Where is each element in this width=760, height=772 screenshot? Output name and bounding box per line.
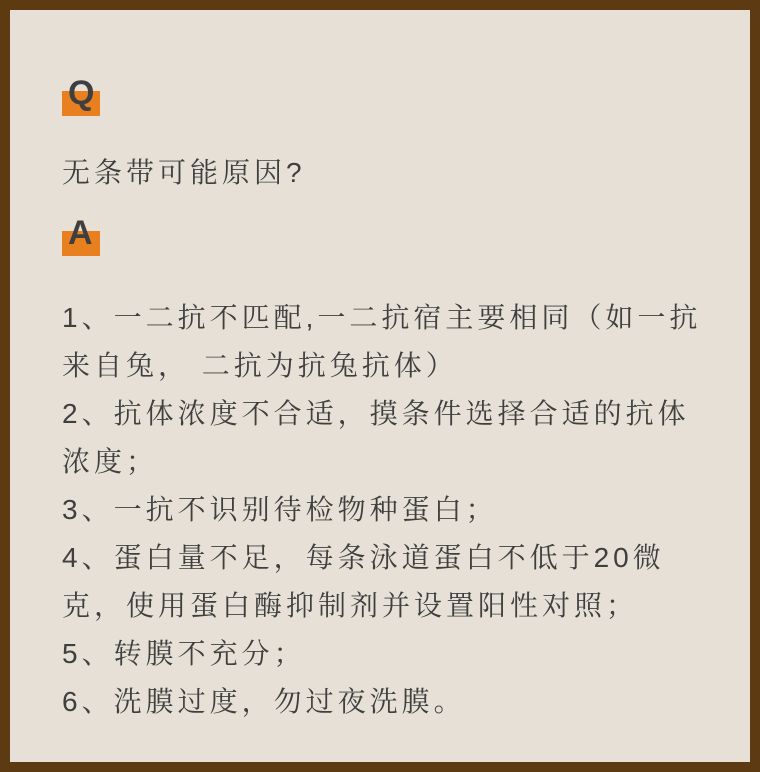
answer-item: 5、转膜不充分； <box>62 637 306 669</box>
answer-item: 1、一二抗不匹配,一二抗宿主要相同（如一抗来自兔， 二抗为抗兔抗体） <box>62 301 702 381</box>
answer-badge-letter: A <box>68 213 93 252</box>
question-badge <box>62 76 102 118</box>
answer-list <box>62 294 712 726</box>
answer-item: 3、一抗不识别待检物种蛋白； <box>62 493 498 525</box>
question-text: 无条带可能原因? <box>62 157 306 188</box>
answer-item: 2、抗体浓度不合适，摸条件选择合适的抗体浓度； <box>62 397 690 477</box>
answer-item: 6、洗膜过度，勿过夜洗膜。 <box>62 685 466 717</box>
qa-card <box>10 10 750 762</box>
answer-badge <box>62 213 102 258</box>
answer-item: 4、蛋白量不足，每条泳道蛋白不低于20微克，使用蛋白酶抑制剂并设置阳性对照； <box>62 541 665 621</box>
question-badge-letter: Q <box>68 74 95 112</box>
